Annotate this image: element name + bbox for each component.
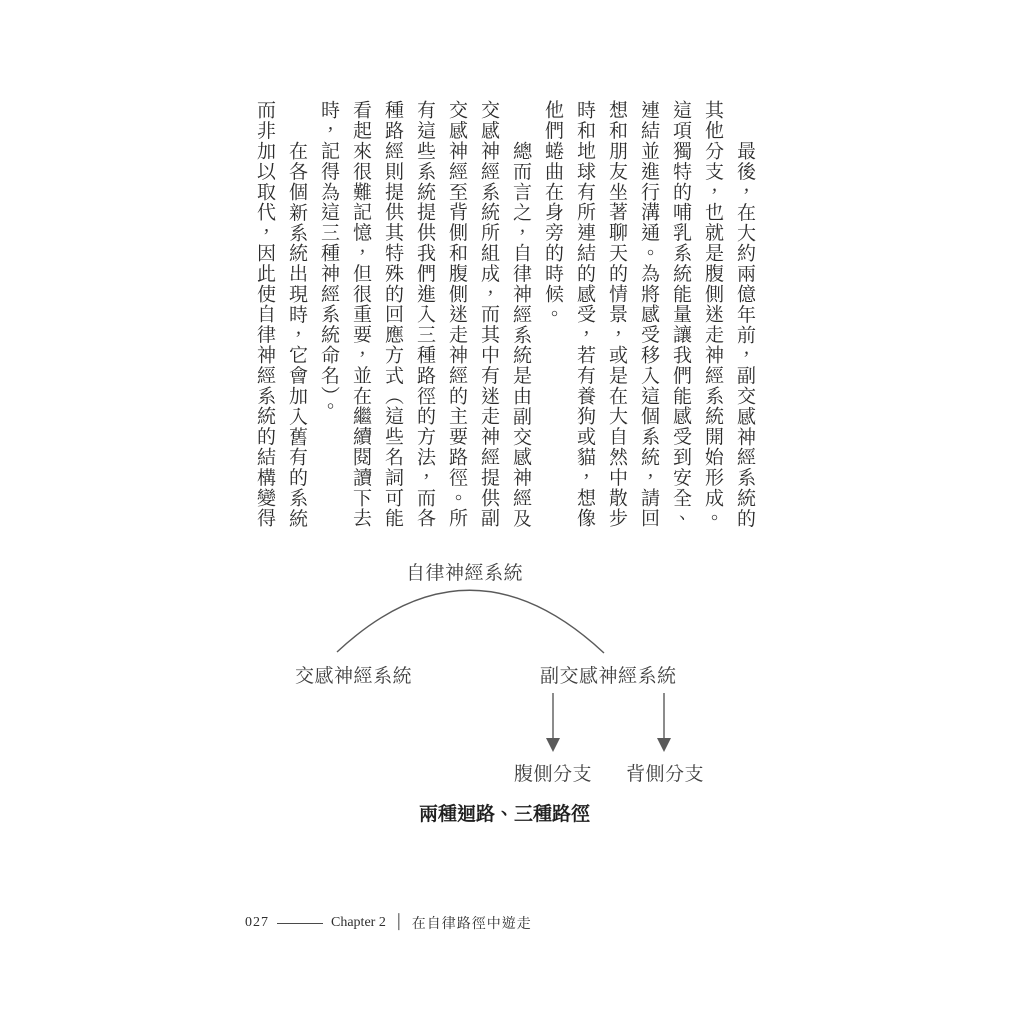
sympathetic-node-label: 交感神經系統 [295,666,413,687]
page-footer [245,913,532,933]
root-node-label: 自律神經系統 [406,563,524,584]
diagram-connectors [300,520,720,760]
arc-connector [337,590,604,653]
paragraph: 最後，在大約兩億年前，副交感神經系統的其他分支，也就是腹側迷走神經系統開始形成。這項獨特的哺乳系統能量讓我們能感受到安全、連結並進行溝通。為將感受移入這個系統，請回想和朋友坐著聊天的情景，或是在大自然中散步時和地球有所連結的感受，若有養狗或貓，想像他們蜷曲在身旁的時候。 [542,100,755,529]
arrowhead-dorsal-icon [657,738,671,752]
parasympathetic-node-label: 副交感神經系統 [540,666,677,687]
diagram-caption: 兩種迴路、三種路徑 [419,804,591,825]
dorsal-branch-label: 背側分支 [626,764,705,785]
footer-rule [277,923,323,924]
arrowhead-ventral-icon [546,738,560,752]
paragraph: 總而言之，自律神經系統是由副交感神經及交感神經系統所組成，而其中有迷走神經提供副交感神經至背側和腹側迷走神經的主要路徑。所有這些系統提供我們進入三種路徑的方法，而各種路經則提供其特殊的回應方式（這些名詞可能看起來很難記憶，但很重要，並在繼續閱讀下去時，記得為這三種神經系統命名）。 [318,100,531,529]
page-number: 027 [245,915,269,930]
footer-separator: │ [393,915,404,930]
chapter-title: 在自律路徑中遊走 [411,917,532,932]
ventral-branch-label: 腹側分支 [514,764,593,785]
paragraph: 在各個新系統出現時，它會加入舊有的系統而非加以取代，因此使自律神經系統的結構變得 [254,100,307,529]
chapter-label: Chapter 2 [331,915,386,930]
body-text [248,100,760,532]
